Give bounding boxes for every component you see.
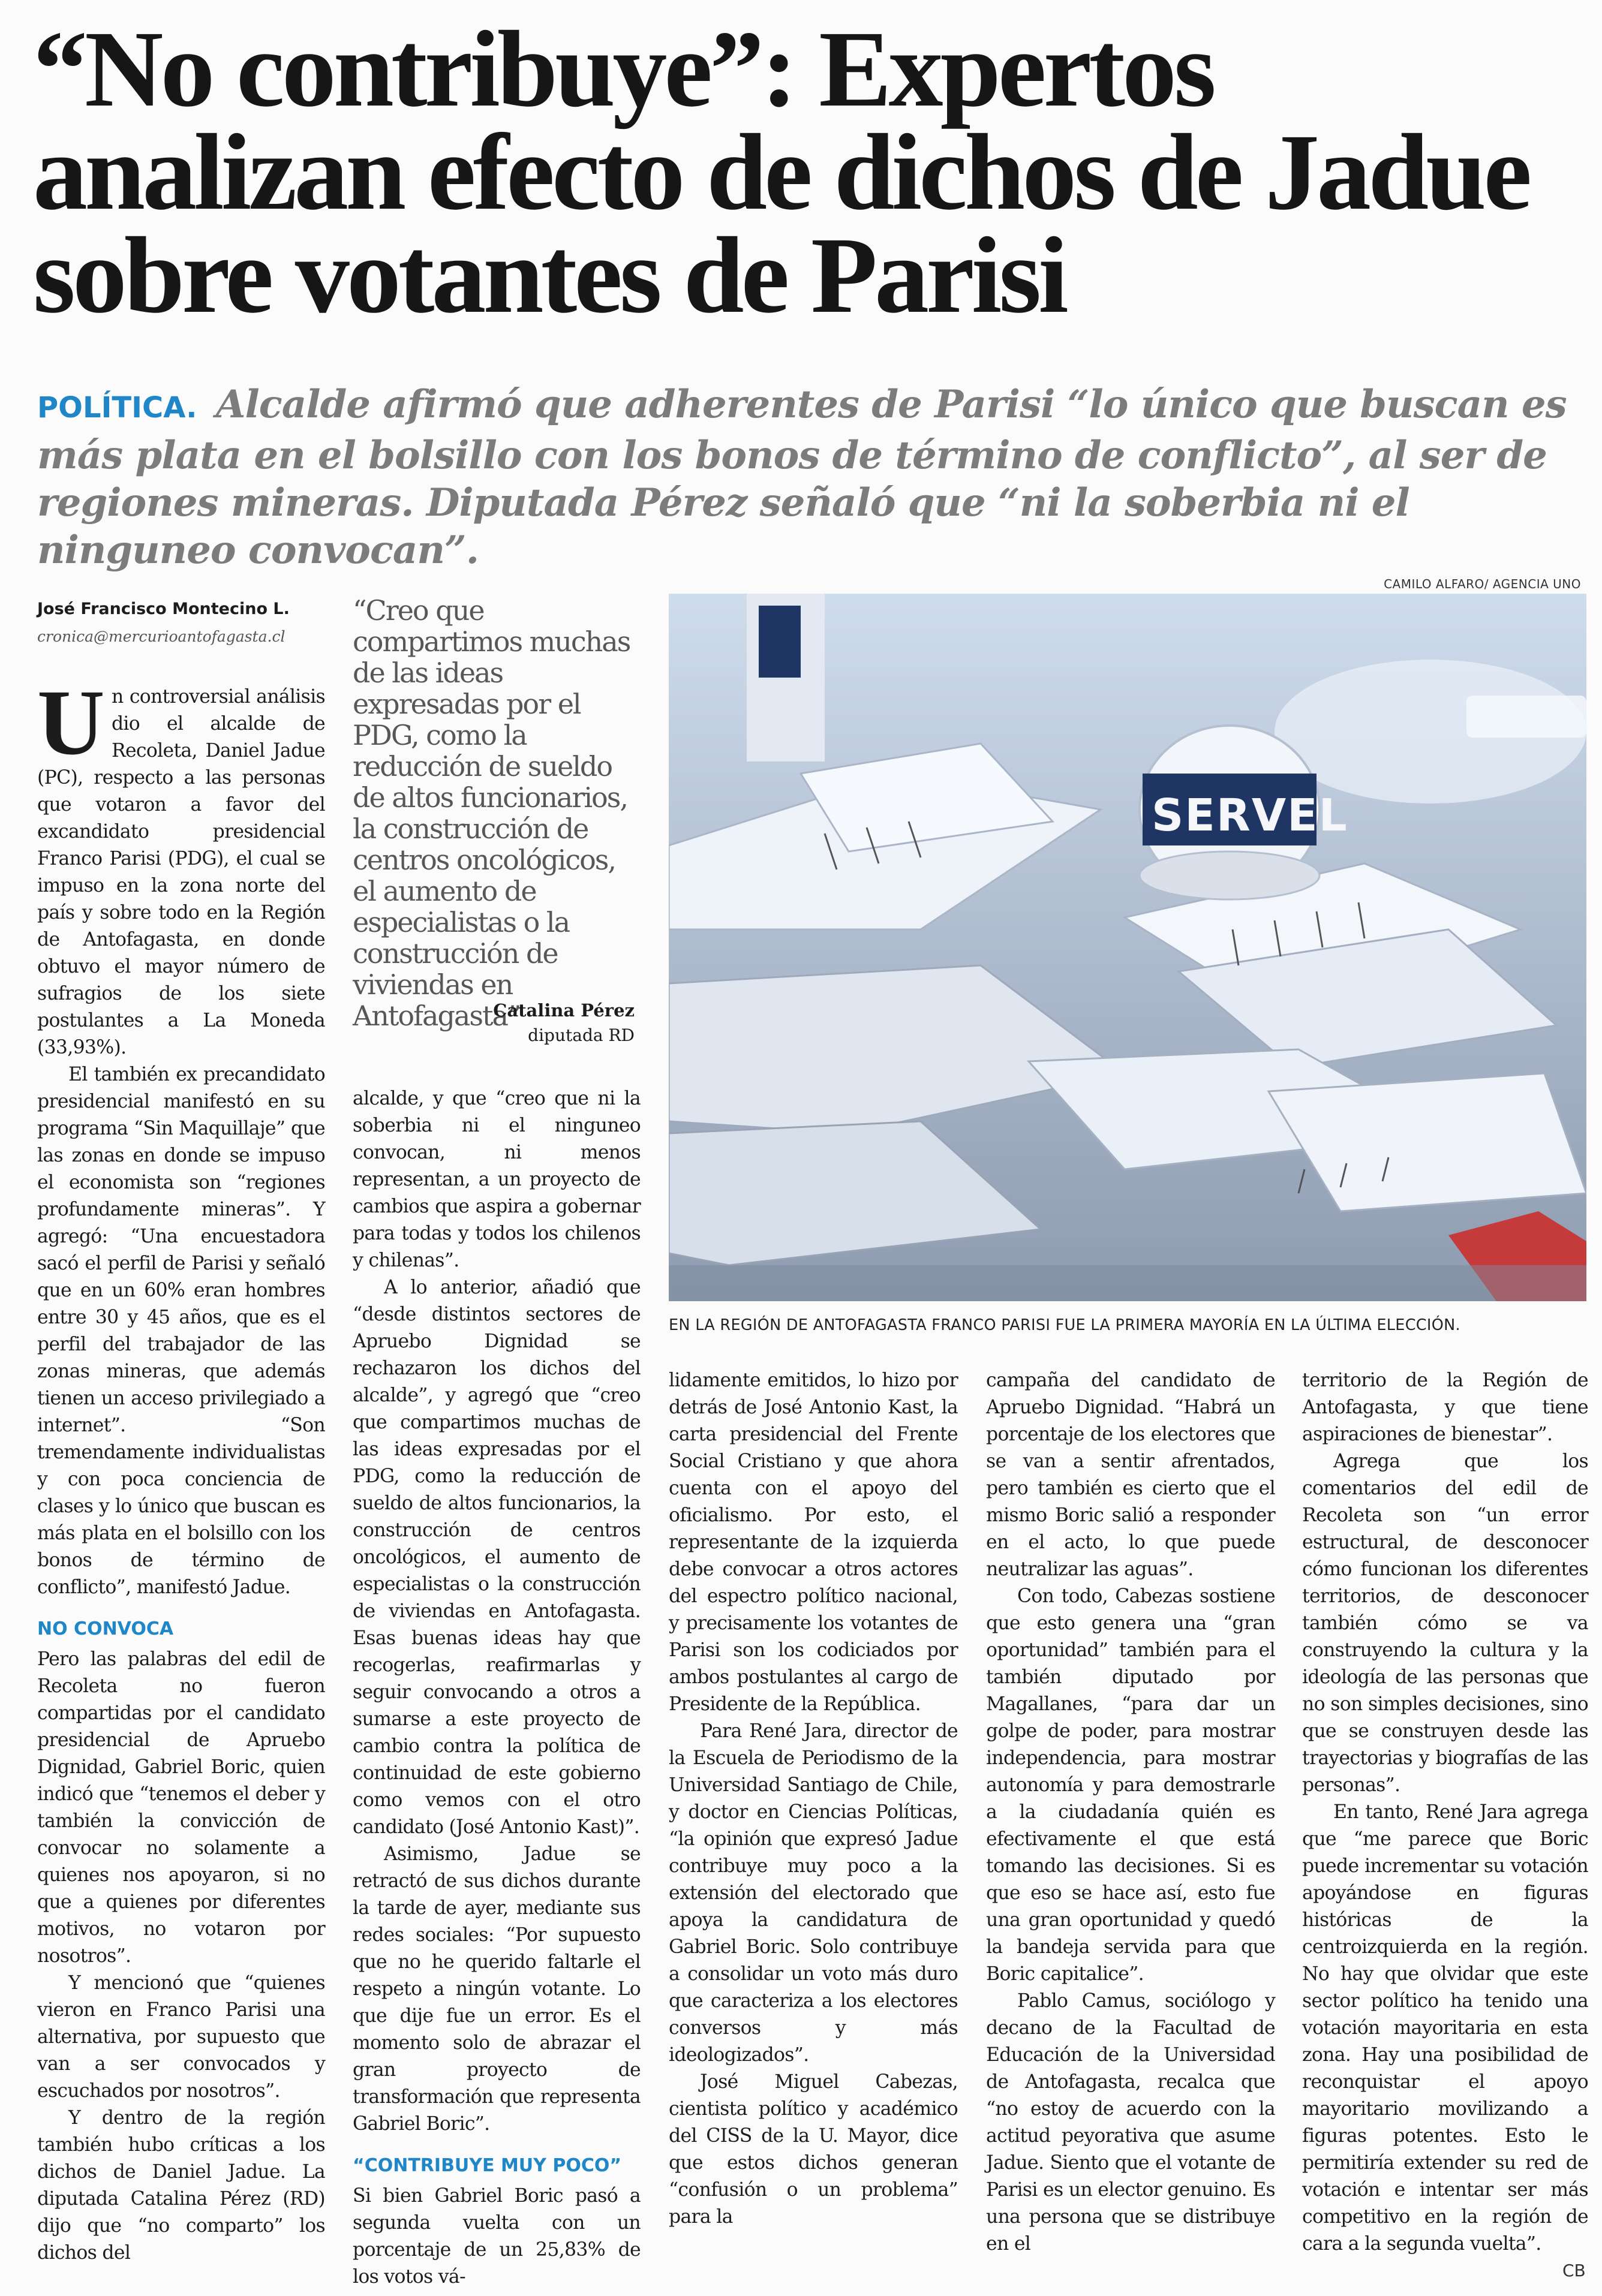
paragraph: Asimismo, Jadue se retractó de sus dichos durante la tarde de ayer, mediante sus redes sociales: “Por supuesto que no he querido faltarle el respeto a ningún votante. Lo que dije fue un error. Es el momento solo de abrazar el gran proyecto de transformación que representa Gabriel Boric”. — [353, 1843, 641, 2135]
paragraph: Y mencionó que “quienes vieron en Franco Parisi una alternativa, por supuesto que van a ser convocados y escuchados por nosotros”. — [37, 1972, 325, 2102]
servel-tape-text: SERVEL — [1152, 790, 1348, 841]
section-label: POLÍTICA. — [37, 391, 197, 425]
byline — [37, 600, 337, 645]
paragraph: Pero las palabras del edil de Recoleta no fueron compartidas por el candidato presidencial de Apruebo Dignidad, Gabriel Boric, quien indicó que “tenemos el deber y también la convicción de convocar no solamente a quienes nos apoyaron, si no que a quienes por diferentes motivos, no votaron por nosotros”. — [37, 1648, 325, 1967]
headline: “No contribuye”: Expertos analizan efecto de dichos de Jadue sobre votantes de Parisi — [33, 9, 1529, 336]
paragraph: Para René Jara, director de la Escuela de Periodismo de la Universidad Santiago de Chile, y doctor en Ciencias Políticas, “la opinión que expresó Jadue contribuye muy poco a la extensión del electorado que apoya la candidatura de Gabriel Boric. Solo contribuye a consolidar un voto más duro que caracteriza a los electores conversos y más ideologizados”. — [669, 1720, 958, 2066]
paragraph: territorio de la Región de Antofagasta, y que tiene aspiraciones de bienestar”. — [1302, 1370, 1588, 1445]
paragraph: Si bien Gabriel Boric pasó a segunda vuelta con un porcentaje de un 25,83% de los votos vá- — [353, 2185, 641, 2288]
author-name: José Francisco Montecino L. — [37, 600, 290, 618]
paragraph: Pablo Camus, sociólogo y decano de la Facultad de Educación de la Universidad de Antofagasta, recalca que “no estoy de acuerdo con la actitud peyorativa que asume Jadue. Siento que el votante de Parisi es un elector genuino. Es una persona que se distribuye en el — [986, 1990, 1275, 2255]
paragraph: lidamente emitidos, lo hizo por detrás de José Antonio Kast, la carta presidencial del Frente Social Cristiano y que ahora cuenta con el apoyo del oficialismo. Por esto, el representante de la izquierda debe convocar a otros actores del espectro político nacional, y precisamente los votantes de Parisi son los codiciados por ambos postulantes al cargo de Presidente de la República. — [669, 1370, 958, 1715]
paragraph: En tanto, René Jara agrega que “me parece que Boric puede incrementar su votación apoyándose en figuras históricas de la centroizquierda en la región. No hay que olvidar que este sector político ha tenido una votación mayoritaria en esta zona. Hay una posibilidad de reconquistar el apoyo mayoritario movilizando a figuras potentes. Esto le permitiría extender su red de votación e intentar ser más competitivo en la región de cara a la segunda vuelta”. — [1302, 1801, 1588, 2255]
ballots-illustration — [669, 594, 1586, 1301]
end-mark: CB — [1562, 2261, 1586, 2280]
dek-text: Alcalde afirmó que adherentes de Parisi “lo único que buscan es más plata en el bolsillo con los bonos de término de conflicto”, al ser de regiones mineras. Diputada Pérez señaló que “ni la soberbia ni el ninguneo convocan”. — [37, 382, 1567, 573]
paragraph: alcalde, y que “creo que ni la soberbia ni el ninguneo convocan, ni menos representan, a un proyecto de cambios que aspira a gobernar para todas y todos los chilenos y chilenas”. — [353, 1088, 641, 1271]
body-column-2 — [353, 1085, 641, 2291]
photo-credit: CAMILO ALFARO/ AGENCIA UNO — [1384, 577, 1581, 591]
paragraph: El también ex precandidato presidencial manifestó en su programa “Sin Maquillaje” que las zonas en donde se impuso el economista son “regiones profundamente mineras”. Y agregó: “Una encuestadora sacó el perfil de Parisi y señaló que en un 60% eran hombres entre 30 y 45 años, que es el perfil del trabajador de las zonas mineras, que además tienen un acceso privilegiado a internet”. “Son tremendamente individualistas y con poca conciencia de clases y lo único que buscan es más plata en el bolsillo con los bonos de término de conflicto”, manifestó Jadue. — [37, 1064, 325, 1598]
pull-quote-attribution — [353, 1000, 635, 1045]
paragraph: Agrega que los comentarios del edil de Recoleta son “un error estructural, de desconocer cómo funcionan los diferentes territorios, de desconocer también cómo se va construyendo la cultura y la ideología de las personas que no son simples decisiones, sino que se construyen desde las trayectorias y biografías de las personas”. — [1302, 1451, 1588, 1796]
news-photo — [669, 594, 1586, 1301]
pull-quote: “Creo que compartimos muchas de las ideas expresadas por el PDG, como la reducción de sueldo de altos funcionarios, la construcción de centros oncológicos, el aumento de especialistas o la construcción de viviendas en Antofagasta” — [353, 594, 630, 1032]
pull-quote-role: diputada RD — [528, 1025, 635, 1045]
paragraph: Y dentro de la región también hubo críticas a los dichos de Daniel Jadue. La diputada Catalina Pérez (RD) dijo que “no comparto” los dichos del — [37, 2107, 325, 2264]
photo-caption: EN LA REGIÓN DE ANTOFAGASTA FRANCO PARISI FUE LA PRIMERA MAYORÍA EN LA ÚLTIMA ELECCIÓN. — [669, 1316, 1460, 1334]
subhead-contribuye: “CONTRIBUYE MUY POCO” — [353, 2155, 622, 2176]
article-dek — [37, 381, 1573, 574]
paragraph: José Miguel Cabezas, cientista político y académico del CISS de la U. Mayor, dice que estos dichos generan “confusión o un problema” para la — [669, 2071, 958, 2228]
body-column-5 — [1302, 1367, 1588, 2258]
subhead-no-convoca: NO CONVOCA — [37, 1618, 174, 1639]
author-email[interactable]: cronica@mercurioantofagasta.cl — [37, 628, 285, 645]
paragraph: Un controversial análisis dio el alcalde de Recoleta, Daniel Jadue (PC), respecto a las personas que votaron a favor del excandidato presidencial Franco Parisi (PDG), el cual se impuso en la zona norte del país y sobre todo en la Región de Antofagasta, en donde obtuvo el mayor número de sufragios de los siete postulantes a La Moneda (33,93%). — [37, 670, 325, 1058]
paragraph: Con todo, Cabezas sostiene que esto genera una “gran oportunidad” también para el también diputado por Magallanes, “para dar un golpe de poder, para mostrar independencia, para mostrar autonomía y para demostrarle a la ciudadanía quién es efectivamente el que está tomando las decisiones. Si es que eso se hace así, esto fue una gran oportunidad y quedó la bandeja servida para que Boric capitalice”. — [986, 1585, 1275, 1985]
body-column-4 — [986, 1367, 1275, 2258]
body-column-3 — [669, 1367, 958, 2231]
paragraph: campaña del candidato de Apruebo Dignidad. “Habrá un porcentaje de los electores que se van a sentir afrentados, pero también es cierto que el mismo Boric salió a responder en el acto, lo que puede neutralizar las aguas”. — [986, 1370, 1275, 1580]
pull-quote-author: Catalina Pérez — [493, 1000, 635, 1021]
paragraph: A lo anterior, añadió que “desde distintos sectores de Apruebo Dignidad se rechazaron los dichos del alcalde”, y agregó que “creo que compartimos muchas de las ideas expresadas por el PDG, como la reducción de sueldo de altos funcionarios, la construcción de centros oncológicos, el aumento de especialistas o la construcción de viviendas en Antofagasta. Esas buenas ideas hay que recogerlas, reafirmarlas y seguir convocando a otros a sumarse a este proyecto de cambio contra la política de continuidad de este gobierno como vemos con el otro candidato (José Antonio Kast)”. — [353, 1277, 641, 1838]
body-column-1 — [37, 670, 325, 2267]
